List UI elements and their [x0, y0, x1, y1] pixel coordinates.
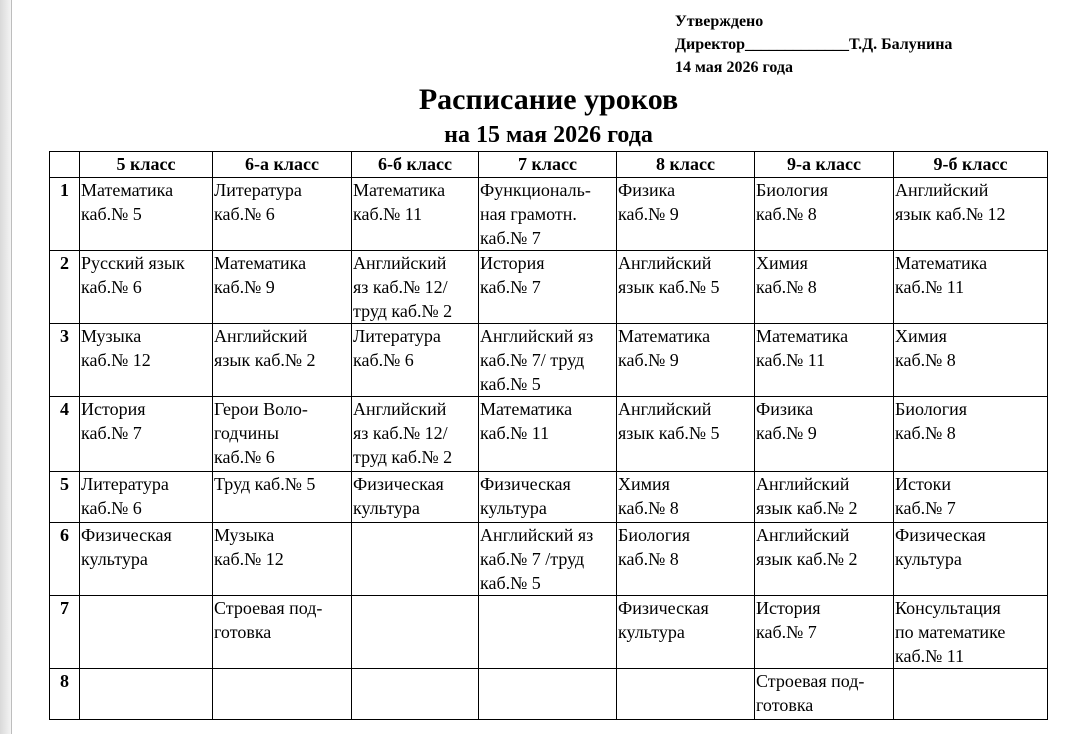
header-cell: 9-а класс [755, 152, 894, 178]
lesson-detail-text: каб.№ 5 [480, 573, 541, 593]
subject-text: Консультация [895, 598, 1001, 618]
subject-text: Английский [353, 399, 447, 419]
subject-text: Истоки [895, 474, 951, 494]
table-header-row [50, 152, 1048, 178]
lesson-cell [894, 523, 1048, 596]
subject-text: История [756, 598, 821, 618]
lesson-detail-text: каб.№ 12 [81, 350, 151, 370]
lesson-cell [352, 178, 479, 251]
page-subtitle: на 15 мая 2026 года [444, 122, 653, 148]
subject-text: Строевая под- [214, 598, 323, 618]
lesson-cell [755, 596, 894, 669]
header-cell: 6-б класс [352, 152, 479, 178]
lesson-number: 5 [50, 472, 80, 523]
lesson-detail-text: каб.№ 12 [214, 549, 284, 569]
lesson-cell [80, 251, 213, 324]
subject-text: Биология [756, 180, 829, 200]
lesson-number: 2 [50, 251, 80, 324]
lesson-detail-text: каб.№ 6 [353, 350, 414, 370]
lesson-number: 4 [50, 397, 80, 472]
header-cell: 7 класс [479, 152, 617, 178]
lesson-detail-text: язык каб.№ 2 [756, 549, 858, 569]
lesson-cell [80, 472, 213, 523]
table-row [50, 472, 1048, 523]
lesson-detail-text: язык каб.№ 2 [214, 350, 316, 370]
lesson-cell [479, 178, 617, 251]
header-cell [50, 152, 80, 178]
table-row [50, 523, 1048, 596]
subject-text: Английский [756, 525, 850, 545]
lesson-cell [352, 397, 479, 472]
subject-text: Литература [353, 326, 441, 346]
lesson-cell [80, 669, 213, 720]
subject-text: Физическая [353, 474, 444, 494]
lesson-cell [80, 324, 213, 397]
header-cell: 5 класс [80, 152, 213, 178]
lesson-detail-text: каб.№ 8 [618, 549, 679, 569]
lesson-cell [479, 669, 617, 720]
lesson-cell [617, 669, 755, 720]
lesson-cell [617, 472, 755, 523]
table-row [50, 324, 1048, 397]
lesson-detail-text: каб.№ 11 [895, 277, 965, 297]
lesson-cell [479, 397, 617, 472]
lesson-detail-text: каб.№ 8 [895, 423, 956, 443]
subject-text: Английский [618, 253, 712, 273]
lesson-cell [894, 324, 1048, 397]
lesson-detail-text: каб.№ 8 [618, 498, 679, 518]
lesson-number: 7 [50, 596, 80, 669]
lesson-detail-text: каб.№ 9 [618, 350, 679, 370]
lesson-cell [213, 397, 352, 472]
subject-text: Химия [895, 326, 947, 346]
lesson-detail-text: культура [480, 498, 547, 518]
lesson-detail-text: язык каб.№ 12 [895, 204, 1006, 224]
lesson-cell [80, 178, 213, 251]
lesson-detail-text: каб.№ 5 [480, 374, 541, 394]
lesson-detail-text: каб.№ 7 /труд [480, 549, 585, 569]
subject-text: Физика [618, 180, 676, 200]
lesson-detail-text: культура [353, 498, 420, 518]
subject-text: Музыка [214, 525, 275, 545]
lesson-cell [352, 324, 479, 397]
lesson-cell [617, 397, 755, 472]
table-row [50, 178, 1048, 251]
lesson-detail-text: каб.№ 7/ труд [480, 350, 585, 370]
subject-text: Физическая [895, 525, 986, 545]
lesson-detail-text: каб.№ 6 [81, 498, 142, 518]
subject-text: Труд каб.№ 5 [214, 474, 316, 494]
lesson-cell [755, 669, 894, 720]
lesson-cell [755, 523, 894, 596]
subject-text: Физическая [618, 598, 709, 618]
lesson-cell [213, 472, 352, 523]
lesson-cell [894, 251, 1048, 324]
lesson-cell [213, 596, 352, 669]
lesson-cell [352, 523, 479, 596]
lesson-detail-text: каб.№ 11 [895, 646, 965, 666]
lesson-detail-text: каб.№ 9 [618, 204, 679, 224]
lesson-cell [352, 251, 479, 324]
approval-date: 14 мая 2026 года [675, 59, 793, 76]
lesson-detail-text: каб.№ 7 [81, 423, 142, 443]
subject-text: Математика [618, 326, 711, 346]
lesson-cell [617, 324, 755, 397]
lesson-detail-text: культура [895, 549, 962, 569]
lesson-cell [755, 251, 894, 324]
subject-text: Английский яз [480, 326, 594, 346]
lesson-detail-text: каб.№ 7 [895, 498, 956, 518]
lesson-cell [352, 472, 479, 523]
lesson-detail-text: готовка [214, 622, 272, 642]
subject-text: Герои Воло- [214, 399, 308, 419]
lesson-cell [755, 324, 894, 397]
lesson-detail-text: язык каб.№ 2 [756, 498, 858, 518]
lesson-cell [894, 669, 1048, 720]
subject-text: Физическая [81, 525, 172, 545]
subject-text: Строевая под- [756, 671, 865, 691]
lesson-cell [80, 596, 213, 669]
subject-text: Математика [480, 399, 573, 419]
subject-text: Химия [756, 253, 808, 273]
lesson-detail-text: каб.№ 8 [756, 277, 817, 297]
subject-text: Математика [756, 326, 849, 346]
subject-text: Биология [895, 399, 968, 419]
lesson-detail-text: каб.№ 6 [81, 277, 142, 297]
lesson-cell [80, 523, 213, 596]
lesson-detail-text: труд каб.№ 2 [353, 301, 453, 321]
lesson-detail-text: готовка [756, 695, 814, 715]
lesson-cell [352, 669, 479, 720]
page-title: Расписание уроков [418, 83, 679, 116]
table-row [50, 596, 1048, 669]
lesson-cell [617, 596, 755, 669]
subject-text: Математика [214, 253, 307, 273]
lesson-number: 1 [50, 178, 80, 251]
lesson-detail-text: каб.№ 9 [214, 277, 275, 297]
subject-text: Математика [353, 180, 446, 200]
subject-text: История [81, 399, 146, 419]
lesson-detail-text: каб.№ 6 [214, 204, 275, 224]
subject-text: Физика [756, 399, 814, 419]
table-row [50, 251, 1048, 324]
subject-text: Английский [895, 180, 989, 200]
lesson-detail-text: каб.№ 9 [756, 423, 817, 443]
lesson-cell [894, 596, 1048, 669]
subject-text: Математика [81, 180, 174, 200]
header-cell: 8 класс [617, 152, 755, 178]
approval-director-signature: Директор_____________Т.Д. Балунина [675, 36, 953, 53]
approval-block [675, 10, 952, 79]
lesson-cell [479, 472, 617, 523]
subject-text: История [480, 253, 545, 273]
lesson-cell [479, 523, 617, 596]
lesson-cell [213, 251, 352, 324]
subject-text: Математика [895, 253, 988, 273]
lesson-cell [755, 472, 894, 523]
lesson-cell [479, 596, 617, 669]
lesson-cell [894, 178, 1048, 251]
lesson-detail-text: культура [618, 622, 685, 642]
lesson-detail-text: культура [81, 549, 148, 569]
lesson-cell [617, 251, 755, 324]
lesson-cell [479, 251, 617, 324]
approval-heading: Утверждено [675, 13, 764, 30]
lesson-detail-text: каб.№ 6 [214, 447, 275, 467]
lesson-cell [213, 669, 352, 720]
lesson-cell [213, 324, 352, 397]
lesson-cell [755, 178, 894, 251]
lesson-number: 6 [50, 523, 80, 596]
header-cell: 9-б класс [894, 152, 1048, 178]
subject-text: Физическая [480, 474, 571, 494]
table-row [50, 669, 1048, 720]
lesson-detail-text: каб.№ 7 [480, 277, 541, 297]
lesson-cell [894, 472, 1048, 523]
lesson-detail-text: яз каб.№ 12/ [353, 423, 448, 443]
lesson-cell [617, 178, 755, 251]
lesson-detail-text: яз каб.№ 12/ [353, 277, 448, 297]
header-cell: 6-а класс [213, 152, 352, 178]
lesson-detail-text: каб.№ 11 [353, 204, 423, 224]
lesson-number: 8 [50, 669, 80, 720]
lesson-cell [479, 324, 617, 397]
lesson-detail-text: по математике [895, 622, 1006, 642]
lesson-detail-text: каб.№ 8 [756, 204, 817, 224]
subject-text: Английский [214, 326, 308, 346]
lesson-cell [80, 397, 213, 472]
subject-text: Биология [618, 525, 691, 545]
subject-text: Литература [81, 474, 169, 494]
subject-text: Литература [214, 180, 302, 200]
lesson-detail-text: каб.№ 7 [480, 228, 541, 248]
table-row [50, 397, 1048, 472]
lesson-detail-text: каб.№ 7 [756, 622, 817, 642]
subject-text: Английский [756, 474, 850, 494]
lesson-detail-text: труд каб.№ 2 [353, 447, 453, 467]
subject-text: Английский [618, 399, 712, 419]
lesson-cell [213, 178, 352, 251]
subject-text: Русский язык [81, 253, 185, 273]
subject-text: Химия [618, 474, 670, 494]
lesson-detail-text: ная грамотн. [480, 204, 577, 224]
lesson-cell [352, 596, 479, 669]
lesson-detail-text: годчины [214, 423, 279, 443]
subject-text: Функциональ- [480, 180, 591, 200]
lesson-detail-text: язык каб.№ 5 [618, 423, 720, 443]
subject-text: Английский [353, 253, 447, 273]
lesson-cell [213, 523, 352, 596]
lesson-detail-text: каб.№ 11 [480, 423, 550, 443]
lesson-detail-text: каб.№ 5 [81, 204, 142, 224]
lesson-number: 3 [50, 324, 80, 397]
lesson-cell [617, 523, 755, 596]
subject-text: Английский яз [480, 525, 594, 545]
schedule-table [49, 151, 1048, 720]
lesson-detail-text: каб.№ 11 [756, 350, 826, 370]
lesson-detail-text: каб.№ 8 [895, 350, 956, 370]
subject-text: Музыка [81, 326, 142, 346]
lesson-detail-text: язык каб.№ 5 [618, 277, 720, 297]
lesson-cell [894, 397, 1048, 472]
lesson-cell [755, 397, 894, 472]
